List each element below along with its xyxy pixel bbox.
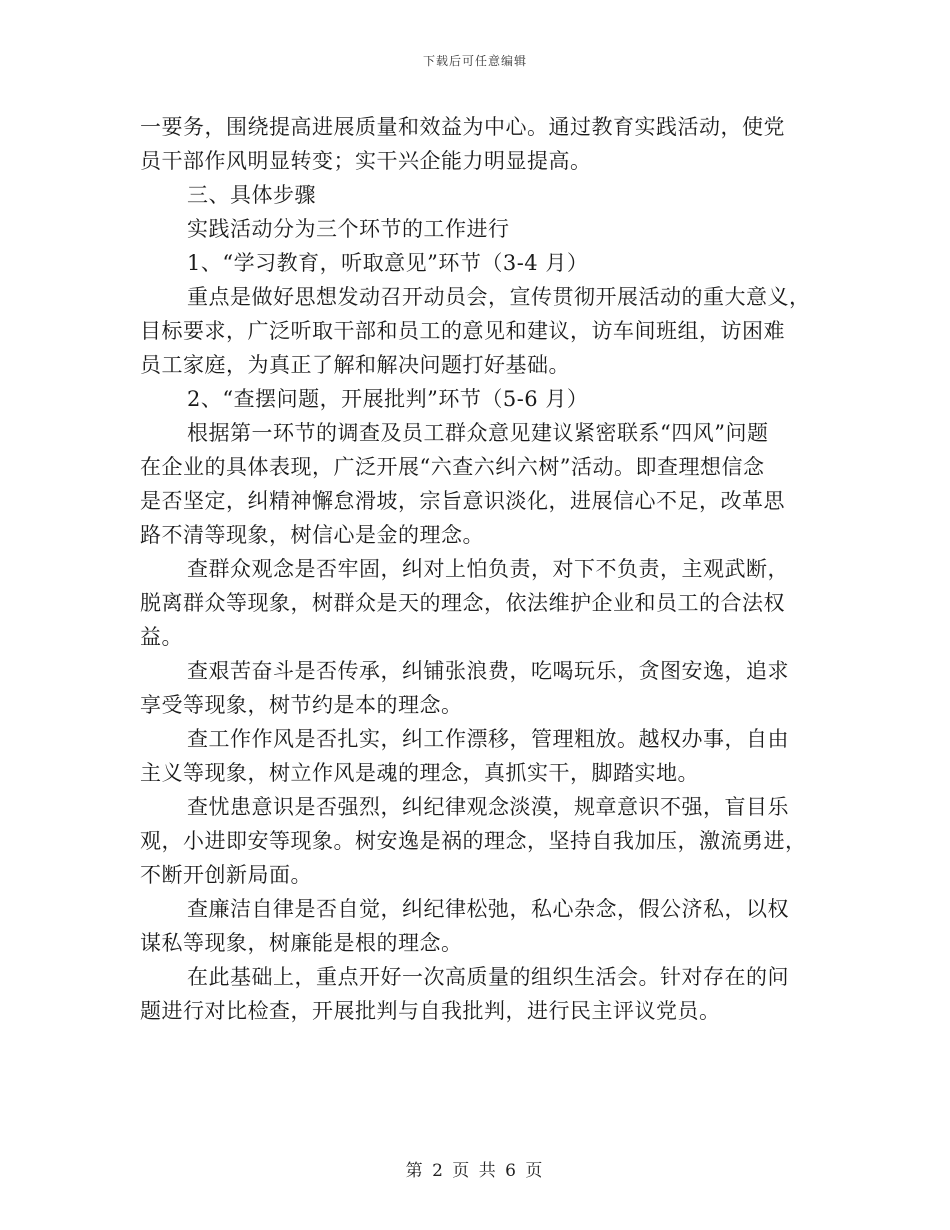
page-number: 第 2 页 共 6 页 <box>405 1161 545 1181</box>
text-line: 员干部作风明显转变；实干兴企能力明显提高。 <box>140 149 592 173</box>
text-line: 2、“查摆问题，开展批判”环节（5-6 月） <box>187 387 589 411</box>
text-line: 观，小进即安等现象。树安逸是祸的理念，坚持自我加压，激流勇进， <box>140 829 807 853</box>
subsection-heading <box>140 382 820 416</box>
text-line: 三、具体步骤 <box>187 183 316 207</box>
text-line: 主义等现象，树立作风是魂的理念，真抓实干，脚踏实地。 <box>140 761 699 785</box>
paragraph <box>140 654 820 722</box>
text-line: 脱离群众等现象，树群众是天的理念，依法维护企业和员工的合法权 <box>140 591 785 615</box>
paragraph <box>140 892 820 960</box>
text-line: 查廉洁自律是否自觉，纠纪律松弛，私心杂念，假公济私，以权 <box>187 897 789 921</box>
text-line: 查群众观念是否牢固，纠对上怕负责，对下不负责，主观武断， <box>187 557 789 581</box>
paragraph <box>140 416 820 552</box>
subsection-heading <box>140 246 820 280</box>
text-line: 益。 <box>140 625 183 649</box>
text-line: 一要务，围绕提高进展质量和效益为中心。通过教育实践活动，使党 <box>140 115 785 139</box>
paragraph <box>140 722 820 790</box>
paragraph <box>140 552 820 654</box>
text-line: 员工家庭，为真正了解和解决问题打好基础。 <box>140 353 570 377</box>
text-line: 重点是做好思想发动召开动员会，宣传贯彻开展活动的重大意义， <box>187 285 811 309</box>
text-line: 查艰苦奋斗是否传承，纠铺张浪费，吃喝玩乐，贪图安逸，追求 <box>187 659 789 683</box>
text-line: 在企业的具体表现，广泛开展“六查六纠六树”活动。即查理想信念 <box>140 455 765 479</box>
text-line: 不断开创新局面。 <box>140 863 312 887</box>
paragraph <box>140 212 820 246</box>
text-line: 1、“学习教育，听取意见”环节（3-4 月） <box>187 251 589 275</box>
text-line: 根据第一环节的调查及员工群众意见建议紧密联系“四风”问题 <box>187 421 769 445</box>
text-line: 实践活动分为三个环节的工作进行 <box>187 217 510 241</box>
text-line: 谋私等现象，树廉能是根的理念。 <box>140 931 463 955</box>
text-line: 题进行对比检查，开展批判与自我批判，进行民主评议党员。 <box>140 999 721 1023</box>
text-line: 路不清等现象，树信心是金的理念。 <box>140 523 484 547</box>
text-line: 查工作作风是否扎实，纠工作漂移，管理粗放。越权办事，自由 <box>187 727 789 751</box>
page-header: 下载后可任意编辑 <box>422 54 527 68</box>
paragraph <box>140 280 820 382</box>
text-line: 享受等现象，树节约是本的理念。 <box>140 693 463 717</box>
text-line: 目标要求，广泛听取干部和员工的意见和建议，访车间班组，访困难 <box>140 319 785 343</box>
section-heading <box>140 178 820 212</box>
text-line: 查忧患意识是否强烈，纠纪律观念淡漠，规章意识不强，盲目乐 <box>187 795 789 819</box>
text-line: 在此基础上，重点开好一次高质量的组织生活会。针对存在的问 <box>187 965 789 989</box>
text-line: 是否坚定，纠精神懈怠滑坡，宗旨意识淡化，进展信心不足，改革思 <box>140 489 785 513</box>
paragraph-continuation <box>140 110 820 178</box>
paragraph <box>140 790 820 892</box>
paragraph <box>140 960 820 1028</box>
document-body <box>140 106 820 1028</box>
